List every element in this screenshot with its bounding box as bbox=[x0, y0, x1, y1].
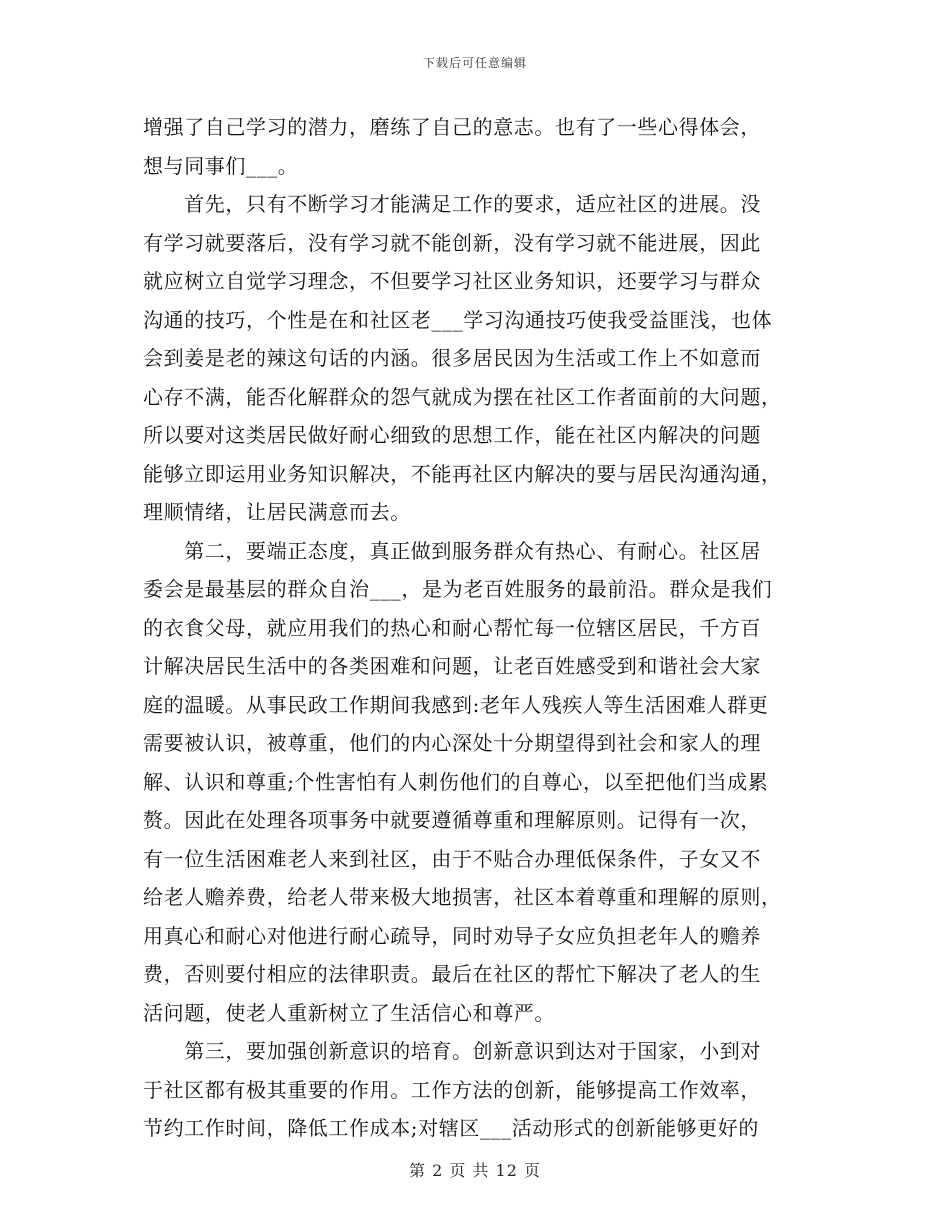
text-line: 费，否则要付相应的法律职责。最后在社区的帮忙下解决了老人的生 bbox=[143, 962, 761, 986]
text-line: 赘。因此在处理各项事务中就要遵循尊重和理解原则。记得有一次， bbox=[143, 808, 761, 832]
text-line: 所以要对这类居民做好耐心细致的思想工作，能在社区内解决的问题 bbox=[143, 423, 761, 447]
text-line: 有一位生活困难老人来到社区，由于不贴合办理低保条件，子女又不 bbox=[143, 846, 761, 871]
text-line: 想与同事们___。 bbox=[143, 153, 299, 178]
text-line: 给老人赡养费，给老人带来极大地损害，社区本着尊重和理解的原则， bbox=[143, 885, 782, 909]
text-line: 增强了自己学习的潜力，磨练了自己的意志。也有了一些心得体会， bbox=[143, 115, 761, 139]
text-line: 心存不满，能否化解群众的怨气就成为摆在社区工作者面前的大问题， bbox=[143, 384, 782, 409]
text-line: 节约工作时间，降低工作成本;对辖区___活动形式的创新能够更好的 bbox=[143, 1116, 759, 1140]
text-line: 用真心和耐心对他进行耐心疏导，同时劝导子女应负担老年人的赡养 bbox=[143, 923, 761, 948]
text-line: 第二，要端正态度，真正做到服务群众有热心、有耐心。社区居 bbox=[143, 538, 761, 563]
body-text bbox=[143, 108, 815, 1148]
text-line: 就应树立自觉学习理念，不但要学习社区业务知识，还要学习与群众 bbox=[143, 269, 761, 293]
text-line: 理顺情绪，让居民满意而去。 bbox=[143, 500, 411, 524]
text-line: 庭的温暖。从事民政工作期间我感到:老年人残疾人等生活困难人群更 bbox=[143, 692, 769, 717]
text-line: 的衣食父母，就应用我们的热心和耐心帮忙每一位辖区居民，千方百 bbox=[143, 615, 761, 640]
page-header: 下载后可任意编辑 bbox=[422, 56, 527, 70]
text-line: 有学习就要落后，没有学习就不能创新，没有学习就不能进展，因此 bbox=[143, 230, 761, 255]
text-line: 于社区都有极其重要的作用。工作方法的创新，能够提高工作效率， bbox=[143, 1077, 761, 1102]
text-line: 计解决居民生活中的各类困难和问题，让老百姓感受到和谐社会大家 bbox=[143, 654, 761, 678]
page-footer: 第 2 页 共 12 页 bbox=[409, 1161, 541, 1180]
text-line: 第三，要加强创新意识的培育。创新意识到达对于国家，小到对 bbox=[143, 1039, 761, 1063]
text-line: 委会是最基层的群众自治___，是为老百姓服务的最前沿。群众是我们 bbox=[143, 577, 773, 601]
text-line: 会到姜是老的辣这句话的内涵。很多居民因为生活或工作上不如意而 bbox=[143, 346, 761, 370]
text-line: 需要被认识，被尊重，他们的内心深处十分期望得到社会和家人的理 bbox=[143, 731, 761, 755]
text-line: 能够立即运用业务知识解决，不能再社区内解决的要与居民沟通沟通， bbox=[143, 461, 782, 486]
text-line: 首先，只有不断学习才能满足工作的要求，适应社区的进展。没 bbox=[143, 192, 761, 216]
text-line: 解、认识和尊重;个性害怕有人刺伤他们的自尊心，以至把他们当成累 bbox=[143, 769, 769, 794]
text-line: 沟通的技巧，个性是在和社区老___学习沟通技巧使我受益匪浅，也体 bbox=[143, 307, 773, 332]
text-line: 活问题，使老人重新树立了生活信心和尊严。 bbox=[143, 1000, 555, 1025]
